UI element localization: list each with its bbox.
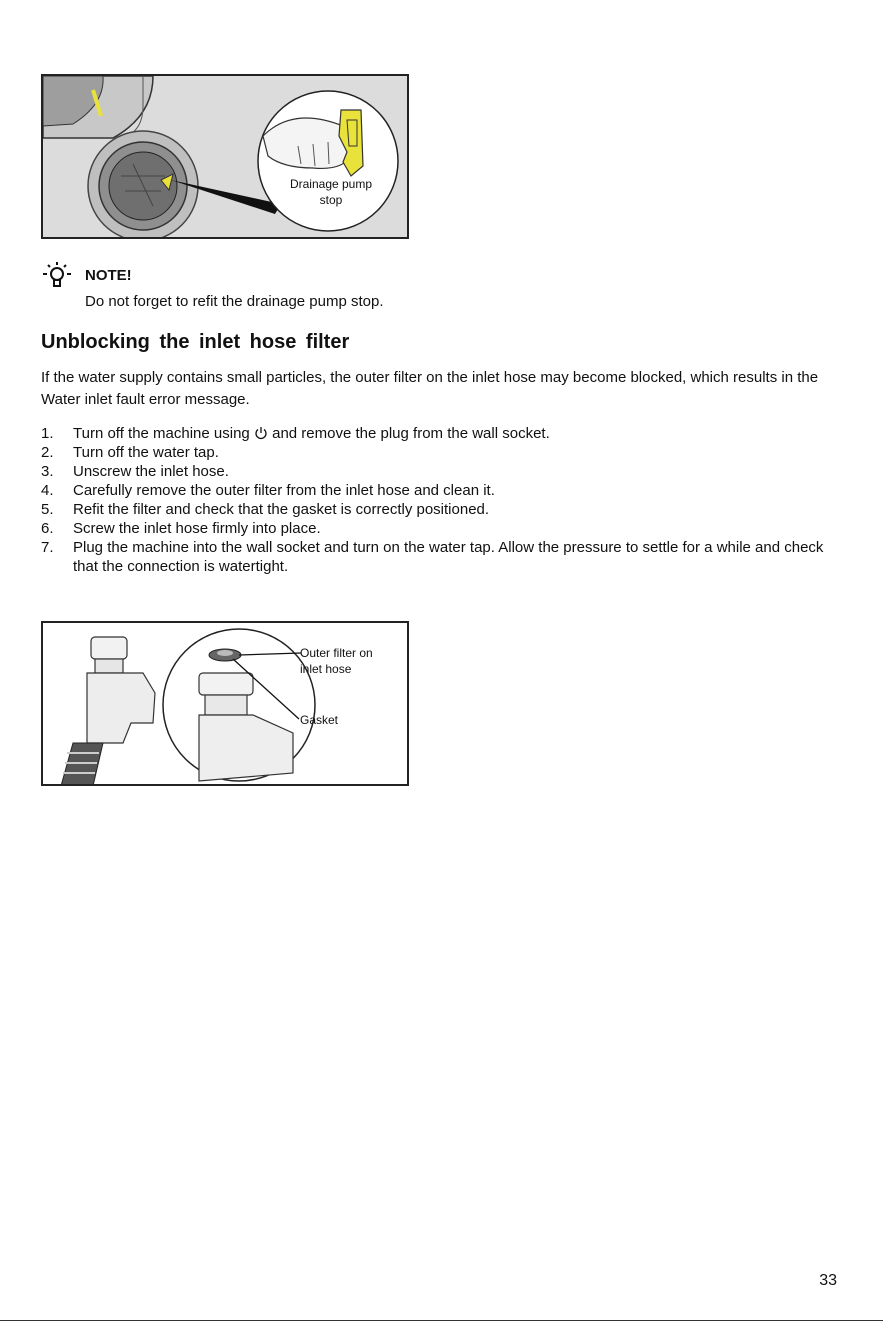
steps-list: [41, 424, 841, 576]
intro-paragraph: If the water supply contains small particles, the outer filter on the inlet hose may become blocked, which results in the Water inlet fault error message.: [41, 369, 819, 408]
step-item: [41, 500, 841, 519]
step-text: Plug the machine into the wall socket and turn on the water tap. Allow the pressure to settle for a while and check that the connection is watertight.: [73, 539, 824, 575]
step-text: Turn off the water tap.: [73, 444, 219, 461]
note-icon-wrapper: [42, 262, 72, 297]
step-number: 5.: [41, 501, 54, 518]
step-item: [41, 424, 841, 443]
step-text-after: and remove the plug from the wall socket.: [267, 425, 550, 442]
callout-line-2: inlet hose: [300, 662, 352, 676]
step-text-before: Turn off the machine using: [73, 425, 254, 442]
step-number: 7.: [41, 539, 54, 556]
step-number: 1.: [41, 425, 54, 442]
inlet-hose-figure: [41, 621, 409, 786]
note-text: Do not forget to refit the drainage pump stop.: [85, 293, 384, 310]
page-number: 33: [819, 1272, 837, 1289]
callout-line-1: Outer filter on: [300, 646, 373, 660]
step-item: [41, 519, 841, 538]
outer-filter-callout: [300, 645, 373, 677]
lightbulb-icon: [42, 262, 72, 292]
section-title: Unblocking the inlet hose filter: [41, 331, 350, 353]
step-number: 6.: [41, 520, 54, 537]
step-item: [41, 481, 841, 500]
step-text: Refit the filter and check that the gasket is correctly positioned.: [73, 501, 490, 518]
drainage-pump-illustration: [43, 76, 409, 239]
drainage-pump-figure: [41, 74, 409, 239]
bottom-rule: [0, 1320, 883, 1321]
step-number: 4.: [41, 482, 54, 499]
callout-line-2: stop: [319, 193, 343, 207]
step-text: Unscrew the inlet hose.: [73, 463, 229, 480]
note-title: NOTE!: [85, 267, 132, 284]
power-icon: [254, 426, 268, 440]
step-number: 3.: [41, 463, 54, 480]
callout-line-1: Drainage pump: [289, 177, 373, 191]
step-item: [41, 443, 841, 462]
gasket-callout: Gasket: [300, 713, 339, 727]
step-text: Screw the inlet hose firmly into place.: [73, 520, 321, 537]
step-text: Carefully remove the outer filter from the inlet hose and clean it.: [73, 482, 495, 499]
step-item: [41, 538, 841, 576]
step-item: [41, 462, 841, 481]
step-number: 2.: [41, 444, 54, 461]
drainage-pump-stop-callout: [281, 176, 381, 208]
